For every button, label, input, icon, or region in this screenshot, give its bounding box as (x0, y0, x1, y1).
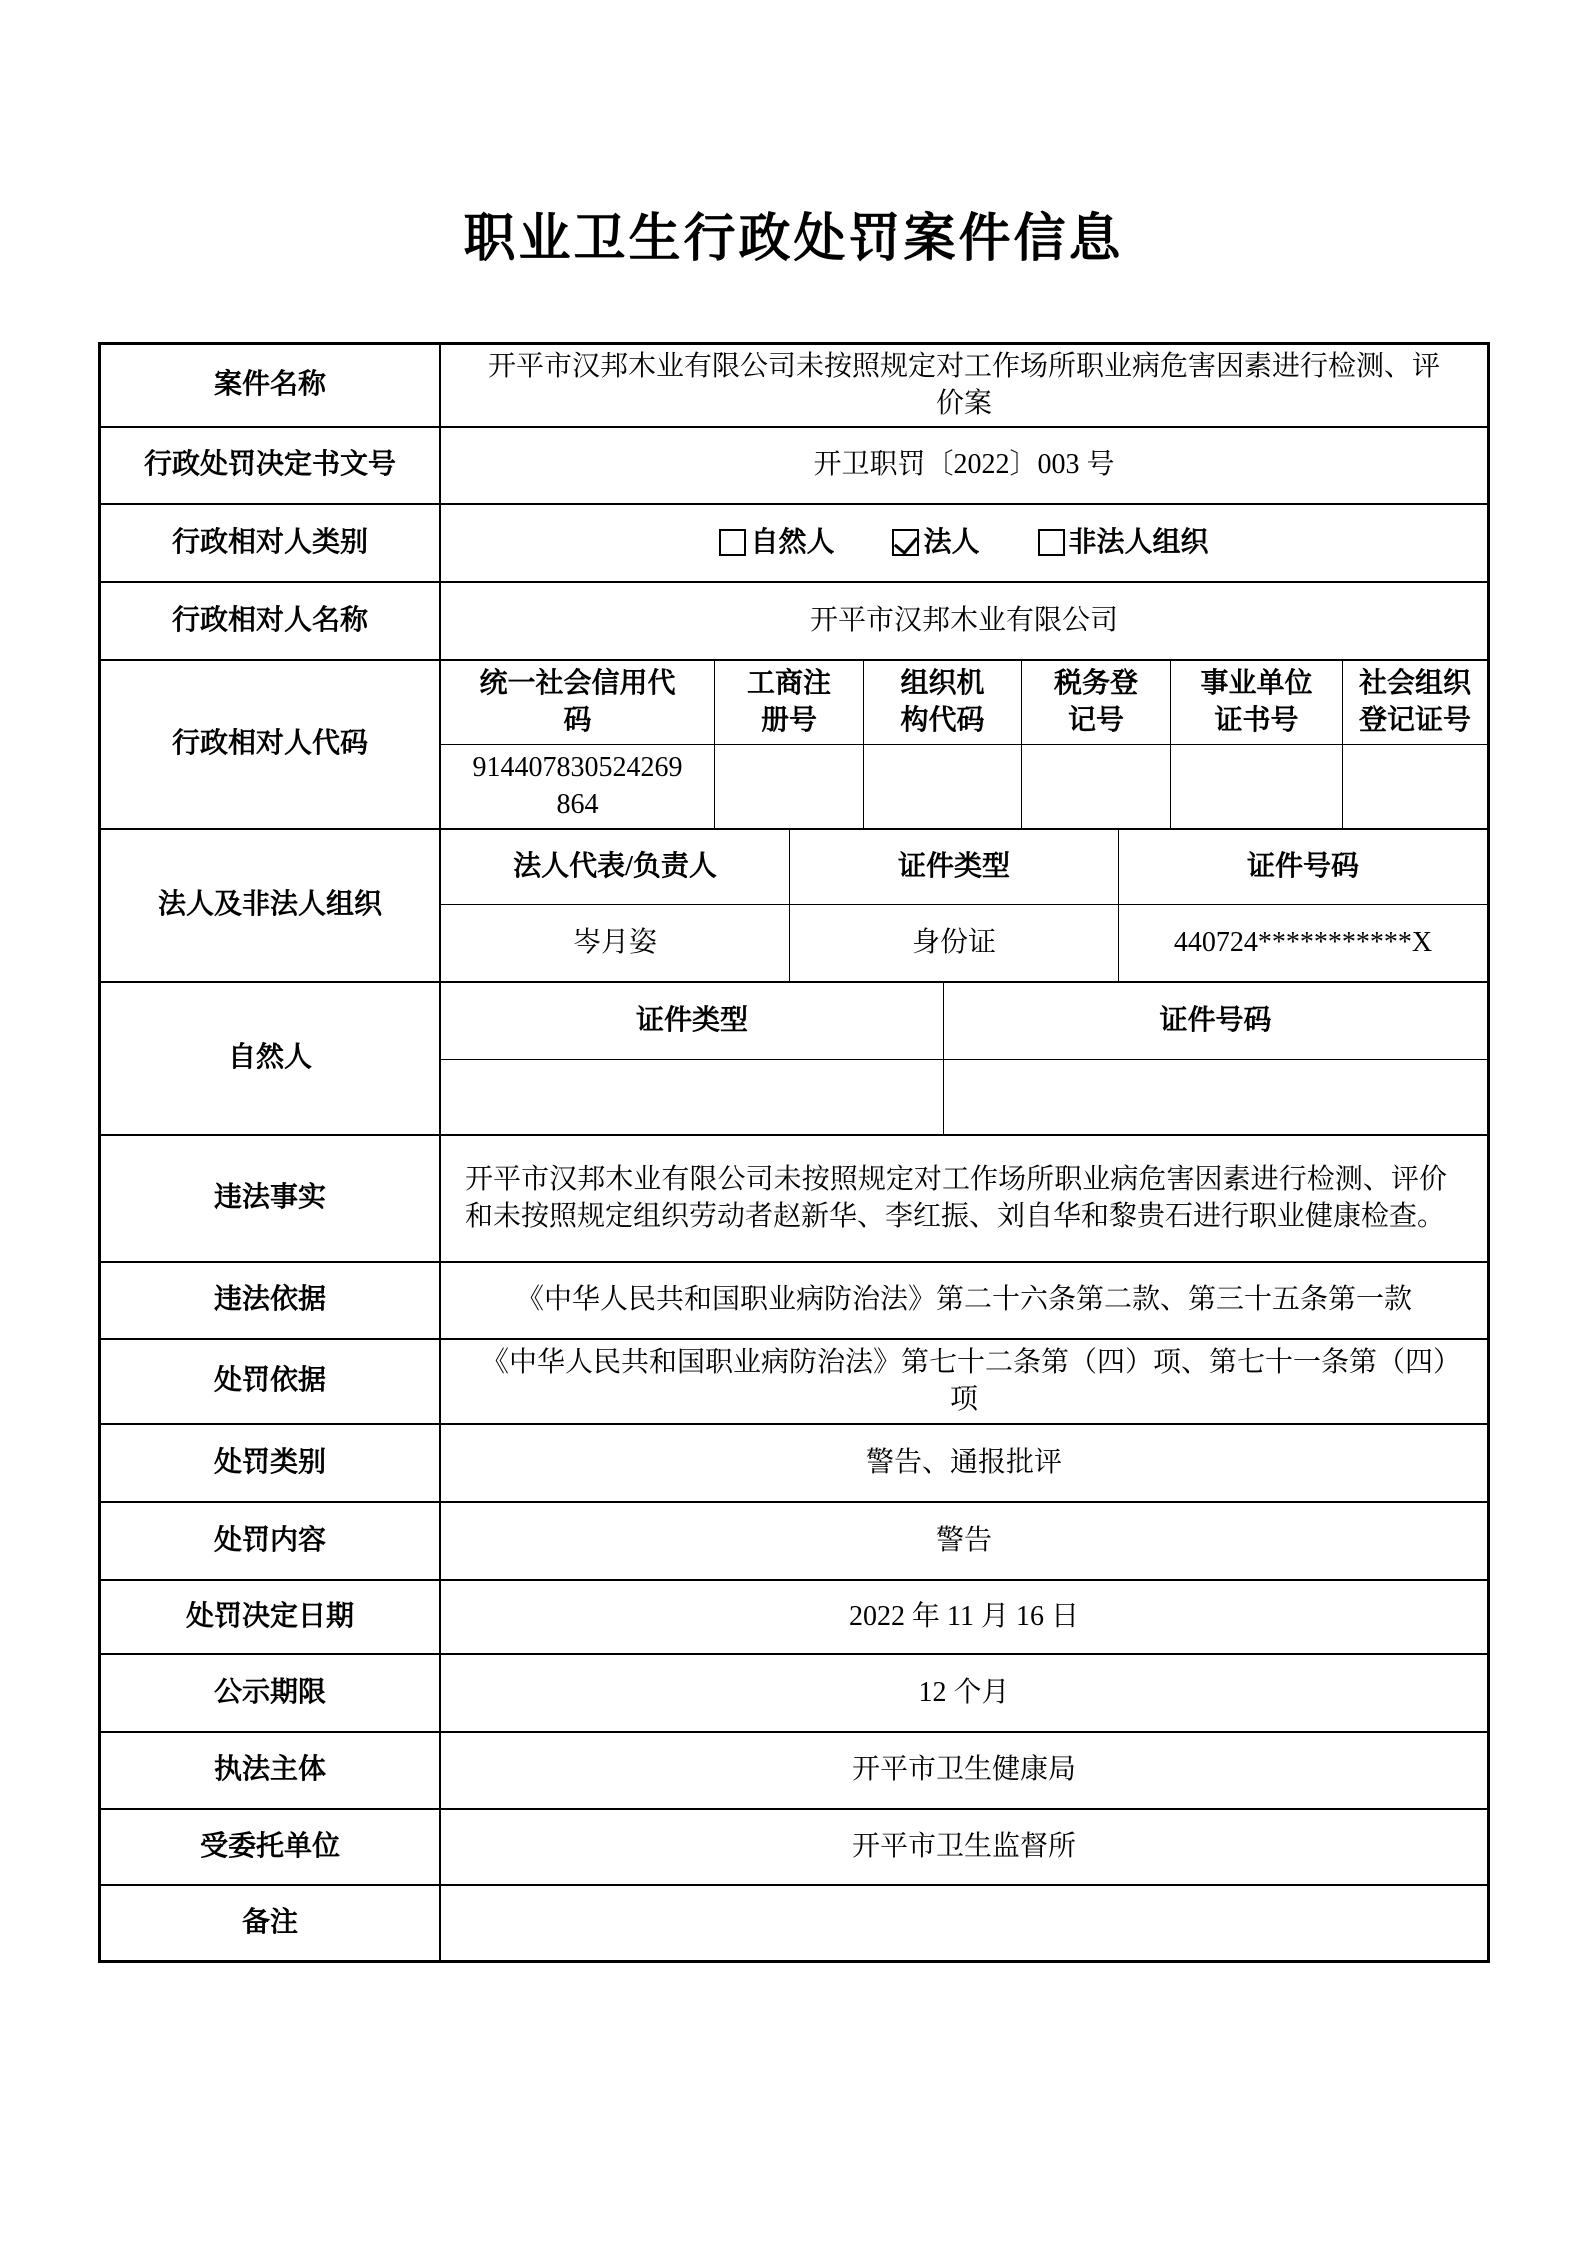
empty-cell (863, 745, 1021, 828)
table-row-party-type (101, 505, 1487, 583)
row-label: 备注 (101, 1886, 441, 1960)
remarks-value (441, 1886, 1487, 1960)
empty-cell (714, 745, 863, 828)
column-header: 统一社会信用代码 (479, 667, 676, 736)
column-header: 工商注册号 (714, 661, 863, 744)
column-header: 税务登记号 (1021, 661, 1170, 744)
row-label: 执法主体 (101, 1733, 441, 1808)
row-label: 处罚内容 (101, 1503, 441, 1579)
table-row-remarks (101, 1886, 1487, 1960)
decision-no-value: 开卫职罚〔2022〕003 号 (813, 449, 1115, 481)
table-row-natural-person (101, 983, 1487, 1136)
row-label: 行政相对人代码 (101, 661, 441, 828)
entrusted-unit-value: 开平市卫生监督所 (851, 1830, 1076, 1862)
column-header: 证件类型 (789, 830, 1118, 904)
row-label: 自然人 (101, 983, 441, 1134)
enforcement-body-value: 开平市卫生健康局 (851, 1754, 1076, 1786)
party-codes-values (441, 745, 1487, 828)
row-label: 案件名称 (101, 345, 441, 426)
row-label: 违法事实 (101, 1136, 441, 1261)
party-codes-header (441, 661, 1487, 745)
row-label: 受委托单位 (101, 1810, 441, 1884)
row-label: 法人及非法人组织 (101, 830, 441, 981)
natural-person-header (441, 983, 1487, 1060)
empty-cell (1170, 745, 1342, 828)
checkbox-checked-icon (892, 529, 919, 556)
empty-cell (441, 1060, 943, 1134)
table-row-case-name (101, 345, 1487, 428)
legal-entity-values (441, 905, 1487, 981)
row-label: 公示期限 (101, 1655, 441, 1731)
table-row-entrusted-unit (101, 1810, 1487, 1886)
decision-date-value: 2022 年 11 月 16 日 (849, 1600, 1079, 1632)
option-label: 法人 (923, 526, 980, 558)
penalty-category-value: 警告、通报批评 (865, 1446, 1062, 1478)
table-row-violation-basis (101, 1263, 1487, 1340)
option-label: 自然人 (750, 526, 835, 558)
table-row-decision-date (101, 1581, 1487, 1655)
penalty-case-table (98, 342, 1490, 1963)
column-header: 社会组织登记证号 (1342, 661, 1487, 744)
publicity-period-value: 12 个月 (918, 1676, 1010, 1708)
column-header: 证件类型 (635, 1004, 748, 1036)
column-header: 法人代表/负责人 (513, 850, 717, 882)
natural-person-values (441, 1060, 1487, 1134)
table-row-legal-entity (101, 830, 1487, 983)
legal-entity-header (441, 830, 1487, 905)
checkbox-unchecked-icon (719, 529, 746, 556)
penalty-content-value: 警告 (935, 1524, 992, 1556)
row-label: 处罚决定日期 (101, 1581, 441, 1653)
table-row-party-name (101, 583, 1487, 661)
column-header: 组织机构代码 (863, 661, 1021, 744)
option-unincorporated-org (1038, 525, 1209, 562)
option-legal-person (892, 525, 979, 562)
column-header: 证件号码 (943, 983, 1487, 1059)
case-name-value: 开平市汉邦木业有限公司未按照规定对工作场所职业病危害因素进行检测、评价案 (487, 350, 1440, 419)
table-row-party-codes (101, 661, 1487, 830)
row-label: 处罚依据 (101, 1340, 441, 1423)
party-type-options (719, 525, 1208, 562)
credit-code-cell (441, 745, 714, 828)
table-row-penalty-category (101, 1425, 1487, 1503)
row-label: 行政处罚决定书文号 (101, 428, 441, 503)
empty-cell (1021, 745, 1170, 828)
penalty-basis-value: 《中华人民共和国职业病防治法》第七十二条第（四）项、第七十一条第（四）项 (480, 1346, 1447, 1415)
table-row-publicity-period (101, 1655, 1487, 1733)
table-row-enforcement-body (101, 1733, 1487, 1810)
option-natural-person (719, 525, 834, 562)
row-label: 行政相对人类别 (101, 505, 441, 581)
column-header: 事业单位证书号 (1170, 661, 1342, 744)
row-label: 处罚类别 (101, 1425, 441, 1501)
empty-cell (943, 1060, 1487, 1134)
page-title: 职业卫生行政处罚案件信息 (463, 211, 1124, 268)
column-header: 证件号码 (1118, 830, 1487, 904)
empty-cell (1342, 745, 1487, 828)
table-row-penalty-content (101, 1503, 1487, 1581)
illegal-facts-value: 开平市汉邦木业有限公司未按照规定对工作场所职业病危害因素进行检测、评价和未按照规定组织劳动者赵新华、李红振、刘自华和黎贵石进行职业健康检查。 (465, 1163, 1447, 1232)
party-name-value: 开平市汉邦木业有限公司 (809, 604, 1118, 636)
credit-code-value: 914407830524269864 (472, 751, 683, 820)
table-row-penalty-basis (101, 1340, 1487, 1425)
id-type-value: 身份证 (789, 905, 1118, 981)
violation-basis-value: 《中华人民共和国职业病防治法》第二十六条第二款、第三十五条第一款 (515, 1284, 1412, 1316)
checkbox-unchecked-icon (1038, 529, 1065, 556)
table-row-illegal-facts (101, 1136, 1487, 1263)
legal-representative-value: 岑月姿 (572, 926, 657, 958)
option-label: 非法人组织 (1068, 526, 1209, 558)
row-label: 行政相对人名称 (101, 583, 441, 659)
table-row-decision-no (101, 428, 1487, 505)
id-number-value: 440724***********X (1118, 905, 1487, 981)
row-label: 违法依据 (101, 1263, 441, 1338)
